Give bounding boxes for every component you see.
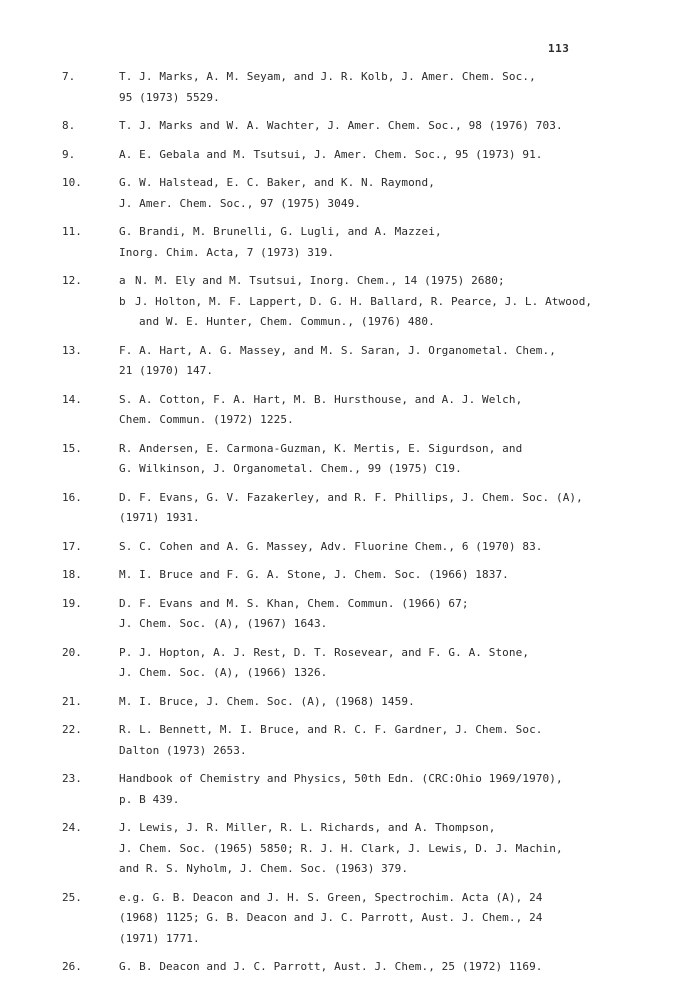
reference-entry [0, 439, 680, 480]
reference-text [119, 67, 680, 108]
subentry-label: a [119, 274, 126, 287]
reference-text [119, 222, 680, 263]
reference-line: D. F. Evans and M. S. Khan, Chem. Commun. (1966) 67; [119, 596, 469, 610]
reference-line: J. Lewis, J. R. Miller, R. L. Richards, and A. Thompson, [119, 821, 496, 834]
reference-text [119, 537, 680, 558]
reference-number: 16. [62, 490, 82, 504]
reference-line: P. J. Hopton, A. J. Rest, D. T. Rosevear, and F. G. A. Stone, [119, 645, 530, 659]
reference-entry [0, 537, 680, 558]
reference-number: 17. [62, 539, 82, 553]
reference-number: 19. [62, 596, 82, 610]
reference-number: 23. [62, 772, 82, 785]
reference-text [119, 439, 680, 480]
reference-text [119, 818, 680, 880]
reference-line: J. Holton, M. F. Lappert, D. G. H. Ballard, R. Pearce, J. L. Atwood, [135, 294, 593, 308]
reference-entry [0, 888, 680, 950]
reference-text [119, 341, 680, 382]
reference-text [119, 565, 680, 586]
page-number: 113 [548, 42, 570, 55]
reference-line: 21 (1970) 147. [119, 364, 214, 377]
reference-entry [0, 341, 680, 382]
reference-entry [0, 145, 680, 166]
reference-line: S. C. Cohen and A. G. Massey, Adv. Fluorine Chem., 6 (1970) 83. [119, 539, 543, 553]
reference-entry [0, 271, 680, 333]
reference-line: Handbook of Chemistry and Physics, 50th Edn. (CRC:Ohio 1969/1970), [119, 772, 563, 785]
reference-line: M. I. Bruce, J. Chem. Soc. (A), (1968) 1459. [119, 694, 415, 708]
reference-list [0, 67, 680, 986]
reference-text [119, 145, 680, 166]
reference-entry [0, 173, 680, 214]
reference-text [119, 594, 680, 635]
reference-entry [0, 720, 680, 761]
reference-text [119, 390, 680, 431]
reference-entry [0, 67, 680, 108]
reference-text [119, 173, 680, 214]
reference-number: 7. [62, 70, 76, 83]
reference-line: and R. S. Nyholm, J. Chem. Soc. (1963) 379. [119, 862, 409, 875]
reference-text [119, 271, 680, 333]
reference-line: T. J. Marks and W. A. Wachter, J. Amer. Chem. Soc., 98 (1976) 703. [119, 119, 563, 132]
reference-text [119, 720, 680, 761]
reference-number: 15. [62, 441, 82, 455]
reference-number: 18. [62, 568, 82, 581]
reference-line: G. W. Halstead, E. C. Baker, and K. N. Raymond, [119, 176, 435, 189]
reference-number: 10. [62, 176, 82, 189]
reference-line: M. I. Bruce and F. G. A. Stone, J. Chem. Soc. (1966) 1837. [119, 568, 509, 581]
subentry-label: b [119, 294, 126, 308]
reference-line: G. Brandi, M. Brunelli, G. Lugli, and A. Mazzei, [119, 225, 442, 238]
reference-line: p. B 439. [119, 792, 180, 806]
reference-line: D. F. Evans, G. V. Fazakerley, and R. F. Phillips, J. Chem. Soc. (A), [119, 490, 583, 504]
reference-entry [0, 692, 680, 713]
reference-line: G. Wilkinson, J. Organometal. Chem., 99 (1975) C19. [119, 462, 462, 475]
reference-line: Chem. Commun. (1972) 1225. [119, 413, 294, 426]
reference-line: J. Chem. Soc. (1965) 5850; R. J. H. Clark, J. Lewis, D. J. Machin, [119, 841, 563, 855]
reference-text [119, 116, 680, 137]
reference-line: and W. E. Hunter, Chem. Commun., (1976) 480. [139, 315, 435, 328]
reference-number: 20. [62, 645, 82, 659]
reference-subentry [119, 271, 680, 292]
reference-line: Inorg. Chim. Acta, 7 (1973) 319. [119, 245, 335, 259]
reference-entry [0, 594, 680, 635]
reference-entry [0, 818, 680, 880]
reference-line: (1968) 1125; G. B. Deacon and J. C. Parrott, Aust. J. Chem., 24 [119, 911, 543, 924]
reference-line: Dalton (1973) 2653. [119, 743, 247, 757]
reference-line: J. Chem. Soc. (A), (1966) 1326. [119, 666, 328, 679]
reference-line: 95 (1973) 5529. [119, 90, 220, 104]
reference-line: R. Andersen, E. Carmona-Guzman, K. Mertis, E. Sigurdson, and [119, 441, 523, 455]
reference-line: (1971) 1771. [119, 931, 200, 945]
reference-line: T. J. Marks, A. M. Seyam, and J. R. Kolb, J. Amer. Chem. Soc., [119, 70, 536, 83]
reference-entry [0, 488, 680, 529]
reference-number: 26. [62, 960, 82, 973]
reference-number: 8. [62, 119, 76, 132]
reference-line: G. B. Deacon and J. C. Parrott, Aust. J. Chem., 25 (1972) 1169. [119, 960, 543, 973]
reference-line: N. M. Ely and M. Tsutsui, Inorg. Chem., 14 (1975) 2680; [135, 274, 505, 287]
reference-number: 22. [62, 723, 82, 736]
reference-entry [0, 222, 680, 263]
reference-line: F. A. Hart, A. G. Massey, and M. S. Saran, J. Organometal. Chem., [119, 343, 556, 357]
reference-subentry [119, 292, 680, 333]
reference-number: 9. [62, 147, 76, 161]
reference-number: 13. [62, 343, 82, 357]
reference-entry [0, 565, 680, 586]
reference-text [119, 957, 680, 978]
reference-text [119, 643, 680, 684]
reference-line: A. E. Gebala and M. Tsutsui, J. Amer. Chem. Soc., 95 (1973) 91. [119, 147, 543, 161]
reference-entry [0, 769, 680, 810]
reference-number: 12. [62, 274, 82, 287]
reference-number: 21. [62, 694, 82, 708]
reference-entry [0, 957, 680, 978]
reference-text [119, 888, 680, 950]
reference-entry [0, 390, 680, 431]
reference-line: (1971) 1931. [119, 511, 200, 524]
reference-text [119, 692, 680, 713]
reference-text [119, 488, 680, 529]
reference-entry [0, 643, 680, 684]
reference-number: 24. [62, 821, 82, 834]
reference-text [119, 769, 680, 810]
reference-number: 11. [62, 225, 82, 238]
reference-number: 25. [62, 890, 82, 904]
reference-entry [0, 116, 680, 137]
reference-number: 14. [62, 392, 82, 406]
reference-line: S. A. Cotton, F. A. Hart, M. B. Hursthouse, and A. J. Welch, [119, 392, 523, 406]
reference-line: e.g. G. B. Deacon and J. H. S. Green, Spectrochim. Acta (A), 24 [119, 890, 543, 904]
reference-line: R. L. Bennett, M. I. Bruce, and R. C. F. Gardner, J. Chem. Soc. [119, 723, 543, 736]
reference-line: J. Amer. Chem. Soc., 97 (1975) 3049. [119, 196, 362, 210]
reference-line: J. Chem. Soc. (A), (1967) 1643. [119, 617, 328, 630]
